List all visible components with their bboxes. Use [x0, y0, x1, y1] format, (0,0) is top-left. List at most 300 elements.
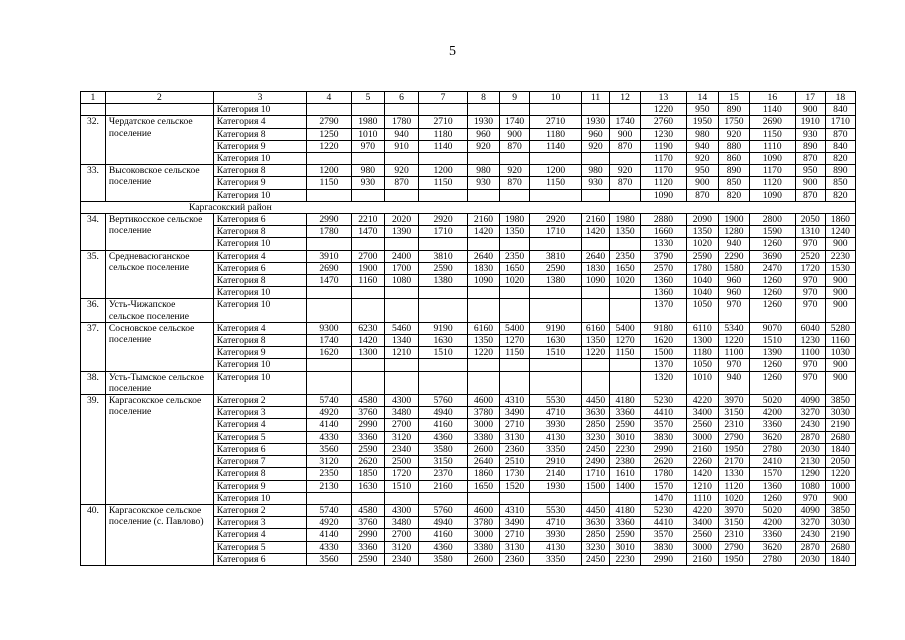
value-cell: 1510	[384, 480, 418, 492]
value-cell: 3480	[384, 517, 418, 529]
value-cell: 1360	[641, 287, 687, 299]
value-cell: 900	[825, 359, 855, 371]
value-cell: 2870	[795, 541, 825, 553]
value-cell: 880	[718, 140, 749, 152]
value-cell: 4310	[500, 395, 530, 407]
value-cell: 4130	[530, 431, 582, 443]
value-cell: 2410	[750, 456, 796, 468]
value-cell	[351, 189, 384, 201]
value-cell: 2520	[795, 250, 825, 262]
value-cell: 1470	[641, 492, 687, 504]
value-cell: 920	[686, 153, 718, 165]
value-cell: 940	[718, 238, 749, 250]
value-cell: 1220	[641, 104, 687, 116]
value-cell	[419, 238, 468, 250]
value-cell: 1260	[750, 359, 796, 371]
row-number	[81, 104, 106, 116]
value-cell: 1300	[351, 347, 384, 359]
value-cell	[307, 492, 352, 504]
category-cell: Категория 5	[213, 431, 306, 443]
value-cell: 3560	[307, 553, 352, 565]
value-cell: 1830	[467, 262, 499, 274]
value-cell: 3480	[384, 407, 418, 419]
value-cell: 2350	[307, 468, 352, 480]
value-cell: 2590	[610, 529, 641, 541]
value-cell: 1630	[419, 335, 468, 347]
column-number-cell: 17	[795, 92, 825, 104]
value-cell: 2190	[825, 419, 855, 431]
value-cell: 1710	[530, 226, 582, 238]
value-cell: 1190	[641, 140, 687, 152]
value-cell: 1900	[351, 262, 384, 274]
value-cell	[500, 104, 530, 116]
value-cell: 820	[825, 153, 855, 165]
value-cell	[582, 238, 610, 250]
category-cell: Категория 2	[213, 395, 306, 407]
value-cell: 1260	[750, 299, 796, 322]
value-cell: 4090	[795, 504, 825, 516]
value-cell: 1150	[419, 177, 468, 189]
value-cell: 6040	[795, 322, 825, 334]
value-cell: 930	[795, 128, 825, 140]
value-cell: 1720	[795, 262, 825, 274]
value-cell: 2990	[351, 529, 384, 541]
value-cell: 1900	[718, 214, 749, 226]
value-cell: 3350	[530, 553, 582, 565]
value-cell	[530, 492, 582, 504]
value-cell: 1230	[795, 335, 825, 347]
value-cell: 4220	[686, 504, 718, 516]
value-cell	[500, 238, 530, 250]
value-cell: 4310	[500, 504, 530, 516]
value-cell: 4200	[750, 407, 796, 419]
value-cell: 4330	[307, 431, 352, 443]
value-cell: 4160	[419, 419, 468, 431]
value-cell: 1140	[750, 104, 796, 116]
value-cell	[500, 492, 530, 504]
value-cell: 980	[467, 165, 499, 177]
value-cell	[419, 299, 468, 322]
column-number-cell: 11	[582, 92, 610, 104]
value-cell: 3580	[419, 443, 468, 455]
value-cell: 900	[500, 128, 530, 140]
settlement-name: Усть-Тымское сельское поселение	[105, 371, 213, 394]
value-cell: 1120	[641, 177, 687, 189]
value-cell: 930	[582, 177, 610, 189]
value-cell	[582, 359, 610, 371]
value-cell: 1930	[467, 116, 499, 128]
value-cell: 1200	[419, 165, 468, 177]
value-cell: 2680	[825, 431, 855, 443]
value-cell: 1290	[795, 468, 825, 480]
value-cell: 2370	[419, 468, 468, 480]
category-cell: Категория 4	[213, 250, 306, 262]
category-cell: Категория 10	[213, 492, 306, 504]
value-cell: 3010	[610, 541, 641, 553]
value-cell: 1580	[718, 262, 749, 274]
table-row	[81, 504, 856, 516]
value-cell: 900	[825, 287, 855, 299]
category-cell: Категория 8	[213, 226, 306, 238]
value-cell: 900	[825, 238, 855, 250]
value-cell: 2700	[384, 419, 418, 431]
value-cell: 1860	[825, 214, 855, 226]
value-cell: 3130	[500, 541, 530, 553]
value-cell: 3780	[467, 407, 499, 419]
column-number-cell: 3	[213, 92, 306, 104]
value-cell: 1470	[307, 275, 352, 287]
value-cell: 2640	[582, 250, 610, 262]
value-cell: 1780	[641, 468, 687, 480]
value-cell: 1120	[718, 480, 749, 492]
value-cell: 3400	[686, 517, 718, 529]
column-number-cell: 4	[307, 92, 352, 104]
value-cell: 1390	[750, 347, 796, 359]
value-cell: 910	[384, 140, 418, 152]
column-number-cell: 14	[686, 92, 718, 104]
value-cell: 1260	[750, 275, 796, 287]
value-cell: 950	[686, 104, 718, 116]
value-cell	[610, 238, 641, 250]
value-cell: 3570	[641, 529, 687, 541]
category-cell: Категория 2	[213, 504, 306, 516]
value-cell	[530, 104, 582, 116]
category-cell: Категория 10	[213, 104, 306, 116]
value-cell	[419, 359, 468, 371]
value-cell: 1110	[686, 492, 718, 504]
value-cell: 1570	[641, 480, 687, 492]
table-row	[81, 322, 856, 334]
table-row	[81, 214, 856, 226]
value-cell: 2640	[467, 250, 499, 262]
value-cell: 2600	[467, 443, 499, 455]
value-cell	[610, 189, 641, 201]
row-number: 40.	[81, 504, 106, 565]
value-cell: 920	[467, 140, 499, 152]
value-cell: 980	[686, 128, 718, 140]
value-cell: 1180	[419, 128, 468, 140]
value-cell: 1420	[686, 468, 718, 480]
tariff-table	[80, 91, 856, 566]
value-cell: 1980	[610, 214, 641, 226]
value-cell: 1120	[750, 177, 796, 189]
value-cell: 3400	[686, 407, 718, 419]
row-number: 34.	[81, 214, 106, 251]
value-cell: 2360	[500, 553, 530, 565]
value-cell: 4140	[307, 419, 352, 431]
value-cell: 3150	[419, 456, 468, 468]
value-cell: 3000	[467, 419, 499, 431]
value-cell: 2870	[795, 431, 825, 443]
value-cell: 1840	[825, 443, 855, 455]
settlement-name: Каргасокское сельское поселение	[105, 395, 213, 505]
value-cell: 3120	[307, 456, 352, 468]
value-cell: 920	[718, 128, 749, 140]
category-cell: Категория 3	[213, 517, 306, 529]
value-cell: 3780	[467, 517, 499, 529]
value-cell: 2210	[351, 214, 384, 226]
value-cell: 1350	[582, 335, 610, 347]
value-cell: 870	[686, 189, 718, 201]
value-cell: 2590	[351, 443, 384, 455]
value-cell: 4580	[351, 395, 384, 407]
value-cell: 2260	[686, 456, 718, 468]
value-cell: 2030	[795, 443, 825, 455]
value-cell: 3360	[610, 407, 641, 419]
value-cell: 1950	[718, 553, 749, 565]
value-cell: 1030	[825, 347, 855, 359]
value-cell: 1740	[610, 116, 641, 128]
value-cell: 970	[795, 371, 825, 394]
value-cell	[500, 189, 530, 201]
category-cell: Категория 4	[213, 322, 306, 334]
value-cell: 4450	[582, 504, 610, 516]
value-cell: 1750	[718, 116, 749, 128]
value-cell: 3270	[795, 407, 825, 419]
value-cell	[351, 104, 384, 116]
table-row	[81, 395, 856, 407]
value-cell: 1500	[641, 347, 687, 359]
value-cell: 2920	[530, 214, 582, 226]
value-cell: 860	[718, 153, 749, 165]
value-cell: 2590	[610, 419, 641, 431]
value-cell	[467, 238, 499, 250]
value-cell	[307, 359, 352, 371]
value-cell: 1650	[610, 262, 641, 274]
value-cell: 2590	[419, 262, 468, 274]
value-cell: 3830	[641, 431, 687, 443]
value-cell: 5760	[419, 395, 468, 407]
value-cell: 4940	[419, 407, 468, 419]
value-cell: 950	[686, 165, 718, 177]
value-cell: 930	[467, 177, 499, 189]
value-cell: 2190	[825, 529, 855, 541]
column-number-cell: 18	[825, 92, 855, 104]
value-cell: 4410	[641, 407, 687, 419]
value-cell	[384, 287, 418, 299]
value-cell: 1740	[307, 335, 352, 347]
value-cell	[351, 359, 384, 371]
value-cell: 870	[795, 153, 825, 165]
value-cell: 1170	[641, 153, 687, 165]
section-title: Каргасокский район	[81, 201, 856, 213]
value-cell	[610, 287, 641, 299]
value-cell: 6160	[467, 322, 499, 334]
value-cell	[307, 371, 352, 394]
value-cell: 2590	[351, 553, 384, 565]
value-cell: 900	[825, 492, 855, 504]
column-number-cell: 12	[610, 92, 641, 104]
value-cell: 2570	[641, 262, 687, 274]
value-cell: 940	[686, 140, 718, 152]
value-cell	[467, 359, 499, 371]
value-cell: 1160	[825, 335, 855, 347]
value-cell	[384, 299, 418, 322]
value-cell: 2600	[467, 553, 499, 565]
value-cell	[384, 189, 418, 201]
value-cell: 1170	[750, 165, 796, 177]
value-cell: 1090	[467, 275, 499, 287]
value-cell: 2850	[582, 529, 610, 541]
value-cell: 970	[795, 238, 825, 250]
value-cell: 2310	[718, 529, 749, 541]
value-cell: 3790	[641, 250, 687, 262]
value-cell: 2450	[582, 443, 610, 455]
value-cell: 5020	[750, 395, 796, 407]
value-cell: 900	[686, 177, 718, 189]
value-cell: 4710	[530, 407, 582, 419]
value-cell: 970	[718, 299, 749, 322]
value-cell: 3130	[500, 431, 530, 443]
value-cell: 2450	[582, 553, 610, 565]
value-cell: 890	[718, 104, 749, 116]
value-cell: 2590	[530, 262, 582, 274]
value-cell	[467, 287, 499, 299]
value-cell: 960	[467, 128, 499, 140]
value-cell: 3760	[351, 517, 384, 529]
value-cell: 4140	[307, 529, 352, 541]
value-cell: 1830	[582, 262, 610, 274]
value-cell: 900	[825, 275, 855, 287]
value-cell: 3580	[419, 553, 468, 565]
value-cell: 5740	[307, 504, 352, 516]
value-cell	[582, 104, 610, 116]
value-cell: 4600	[467, 504, 499, 516]
value-cell	[307, 287, 352, 299]
value-cell: 890	[825, 165, 855, 177]
value-cell: 970	[795, 275, 825, 287]
value-cell: 2030	[795, 553, 825, 565]
settlement-name: Высоковское сельское поселение	[105, 165, 213, 202]
value-cell: 2430	[795, 529, 825, 541]
value-cell: 2680	[825, 541, 855, 553]
category-cell: Категория 8	[213, 275, 306, 287]
value-cell: 1930	[582, 116, 610, 128]
settlement-name: Сосновское сельское поселение	[105, 322, 213, 371]
value-cell	[530, 299, 582, 322]
value-cell: 2790	[718, 541, 749, 553]
category-cell: Категория 5	[213, 541, 306, 553]
value-cell: 3360	[351, 541, 384, 553]
value-cell: 2230	[610, 553, 641, 565]
value-cell: 2430	[795, 419, 825, 431]
value-cell: 5460	[384, 322, 418, 334]
value-cell	[530, 153, 582, 165]
value-cell: 870	[610, 140, 641, 152]
value-cell	[530, 238, 582, 250]
value-cell: 1340	[384, 335, 418, 347]
value-cell: 2990	[641, 443, 687, 455]
value-cell: 2500	[384, 456, 418, 468]
value-cell: 2510	[500, 456, 530, 468]
value-cell: 870	[825, 128, 855, 140]
value-cell: 1510	[750, 335, 796, 347]
value-cell: 900	[610, 128, 641, 140]
value-cell: 3760	[351, 407, 384, 419]
value-cell: 1780	[307, 226, 352, 238]
row-number: 35.	[81, 250, 106, 299]
value-cell: 4940	[419, 517, 468, 529]
value-cell	[419, 189, 468, 201]
column-number-cell: 13	[641, 92, 687, 104]
value-cell: 1320	[641, 371, 687, 394]
value-cell: 900	[795, 177, 825, 189]
value-cell: 4300	[384, 395, 418, 407]
value-cell: 5280	[825, 322, 855, 334]
value-cell: 1720	[384, 468, 418, 480]
category-cell: Категория 10	[213, 359, 306, 371]
table-row	[81, 299, 856, 322]
value-cell: 1950	[686, 116, 718, 128]
page-number: 5	[449, 44, 456, 59]
value-cell: 2160	[686, 443, 718, 455]
value-cell	[467, 189, 499, 201]
value-cell: 1700	[384, 262, 418, 274]
value-cell: 1240	[825, 226, 855, 238]
value-cell	[384, 238, 418, 250]
value-cell: 1980	[351, 116, 384, 128]
value-cell: 2380	[610, 456, 641, 468]
value-cell: 1350	[610, 226, 641, 238]
value-cell: 1160	[351, 275, 384, 287]
value-cell	[384, 492, 418, 504]
table-row	[81, 371, 856, 394]
value-cell: 4330	[307, 541, 352, 553]
value-cell: 1570	[750, 468, 796, 480]
value-cell	[582, 299, 610, 322]
value-cell	[384, 371, 418, 394]
value-cell: 3270	[795, 517, 825, 529]
category-cell: Категория 6	[213, 553, 306, 565]
value-cell: 1730	[500, 468, 530, 480]
category-cell: Категория 8	[213, 335, 306, 347]
value-cell: 3000	[686, 541, 718, 553]
value-cell	[530, 287, 582, 299]
value-cell: 3150	[718, 517, 749, 529]
value-cell: 1850	[351, 468, 384, 480]
value-cell	[610, 359, 641, 371]
value-cell: 1080	[384, 275, 418, 287]
value-cell: 4090	[795, 395, 825, 407]
value-cell: 2780	[750, 443, 796, 455]
value-cell: 1470	[351, 226, 384, 238]
value-cell: 1220	[307, 140, 352, 152]
value-cell: 2560	[686, 529, 718, 541]
value-cell: 1260	[750, 238, 796, 250]
value-cell: 3620	[750, 431, 796, 443]
category-cell: Категория 6	[213, 443, 306, 455]
value-cell	[307, 153, 352, 165]
value-cell: 2290	[718, 250, 749, 262]
value-cell: 3850	[825, 395, 855, 407]
value-cell: 9180	[641, 322, 687, 334]
value-cell: 1170	[641, 165, 687, 177]
value-cell: 1020	[610, 275, 641, 287]
column-number-cell: 6	[384, 92, 418, 104]
value-cell	[500, 153, 530, 165]
value-cell	[582, 189, 610, 201]
value-cell: 3810	[419, 250, 468, 262]
column-number-cell: 7	[419, 92, 468, 104]
value-cell: 2910	[530, 456, 582, 468]
value-cell: 1280	[718, 226, 749, 238]
value-cell: 3030	[825, 517, 855, 529]
value-cell: 9300	[307, 322, 352, 334]
value-cell	[384, 153, 418, 165]
value-cell: 2690	[307, 262, 352, 274]
value-cell: 1370	[641, 359, 687, 371]
value-cell: 1080	[795, 480, 825, 492]
